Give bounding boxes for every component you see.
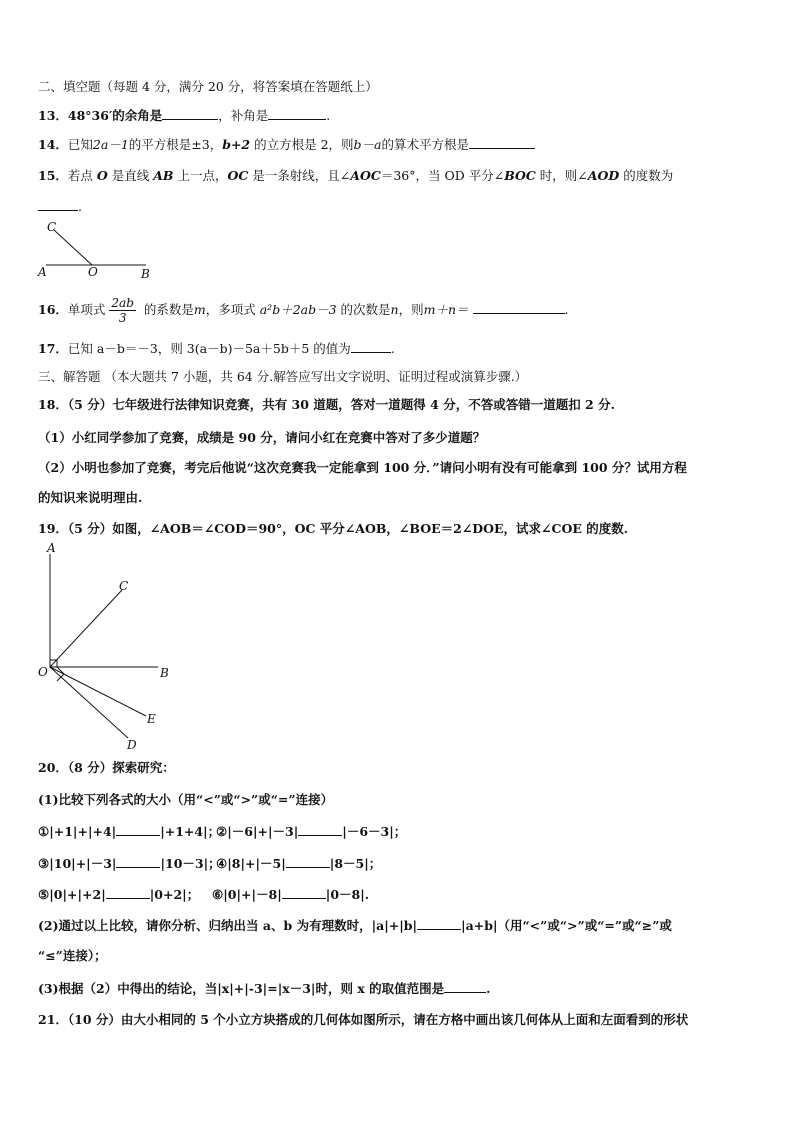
q15-angle-aod: AOD (587, 168, 620, 183)
q15-end: . (78, 199, 82, 214)
q20-part-3-text: (3)根据（2）中得出的结论，当|x|+|-3|=|x－3|时，则 x 的取值范围是 (38, 981, 445, 996)
q19-figure (34, 540, 184, 752)
item-6-left: ⑥|0|+|－8| (212, 887, 282, 902)
label-b: B (160, 666, 169, 680)
item-5-left: ⑤|0|+|+2| (38, 887, 106, 902)
q16-text-c: ，多项式 (205, 302, 260, 317)
q16-text-a: 单项式 (67, 302, 106, 317)
q16-m-plus-n: m＋n＝ (423, 302, 469, 317)
q15-text-1: 若点 (67, 168, 97, 183)
q20-part-2-text-end: |a+b|（用“<”或“>”或“=”或“≥”或 (461, 918, 672, 933)
q15-point-o: O (96, 168, 108, 183)
q13-mid: ，补角是 (218, 108, 269, 123)
q16-number: 16． (38, 302, 68, 317)
section-2-heading: 二、填空题（每题 4 分，满分 20 分，将答案填在答题纸上） (38, 79, 378, 94)
q18-stem: 18．（5 分）七年级进行法律知识竞赛，共有 30 道题，答对一道题得 4 分，不答或答错一道题扣 2 分. (38, 397, 615, 412)
q13-blank-1 (162, 107, 218, 120)
item-6-blank (282, 886, 326, 899)
item-3-left: ③|10|+|－3| (38, 856, 117, 871)
q14-number: 14． (38, 137, 68, 152)
item-3-right: |10－3|； (160, 856, 221, 871)
q20-row-3 (38, 886, 199, 903)
q14-text-c: b+2 (222, 137, 251, 152)
label-o: O (88, 265, 98, 279)
label-d: D (127, 738, 137, 752)
q17-end: . (390, 341, 395, 356)
item-6-right: |0－8|. (325, 887, 370, 902)
item-1-right: |+1+4|； (160, 824, 221, 839)
label-b: B (141, 267, 150, 280)
q15-text-6: 时，则∠ (535, 168, 588, 183)
label-a: A (47, 541, 56, 555)
q15-text-3: 上一点， (173, 168, 228, 183)
q15-text-7: 的度数为 (619, 168, 674, 183)
q21-stem: 21．（10 分）由大小相同的 5 个小立方块搭成的几何体如图所示，请在方格中画出该几何体从上面和左面看到的形状 (38, 1012, 689, 1027)
q20-part-2-blank (417, 917, 461, 930)
q15-ray-oc: OC (227, 168, 249, 183)
q16-text-e: ，则 (398, 302, 424, 317)
q18-part-2b: 的知识来说明理由. (38, 490, 143, 505)
q16-polynomial: a²b＋2ab－3 (259, 302, 337, 317)
item-4-right: |8－5|； (329, 856, 382, 871)
q17-blank (351, 340, 391, 353)
q16-blank (473, 301, 565, 314)
q20-row-2 (38, 855, 221, 872)
section-3-heading: 三、解答题 （本大题共 7 小题，共 64 分.解答应写出文字说明、证明过程或演算步骤.） (38, 369, 528, 384)
q20-stem: 20．（8 分）探索研究： (38, 760, 175, 775)
q20-part-3-end: . (486, 981, 491, 996)
label-o: O (38, 665, 48, 679)
q16-end: . (564, 302, 569, 317)
q15-number: 15． (38, 168, 68, 183)
q15-text-4: 是一条射线，且∠ (248, 168, 351, 183)
ray-oe (50, 667, 146, 716)
item-2-left: ②|－6|+|－3| (216, 824, 299, 839)
q15-line-ab: AB (153, 168, 174, 183)
item-2-blank (298, 823, 342, 836)
q20-part-1: (1)比较下列各式的大小（用“<”或“>”或“=”连接） (38, 792, 334, 807)
q20-part-2-text: (2)通过以上比较，请你分析、归纳出当 a、b 为有理数时，|a|+|b| (38, 918, 418, 933)
q17-text-a: 已知 (67, 341, 97, 356)
question-17 (38, 340, 395, 357)
item-2-right: |－6－3|； (342, 824, 407, 839)
q14-text-e: 的算术平方根是 (381, 137, 470, 152)
q20-part-2a (38, 917, 672, 934)
question-14 (38, 136, 535, 153)
q16-m: m (193, 302, 206, 317)
item-1-blank (116, 823, 160, 836)
q16-text-d: 的次数是 (336, 302, 391, 317)
ray-oc (54, 230, 92, 265)
item-4-blank (286, 855, 330, 868)
q20-part-3 (38, 980, 490, 997)
q14-text-d: 的立方根是 2，则 (250, 137, 354, 152)
q17-expression: 3(a－b)－5a＋5b＋5 (186, 341, 310, 356)
q16-text-b: 的系数是 (139, 302, 194, 317)
q15-angle-boc: BOC (504, 168, 536, 183)
q18-part-1: （1）小红同学参加了竞赛，成绩是 90 分，请问小红在竞赛中答对了多少道题？ (38, 430, 486, 445)
q17-text-b: ，则 (157, 341, 187, 356)
q14-expr-1: 2a－1 (92, 137, 129, 152)
q18-part-2a: （2）小明也参加了竞赛，考完后他说“这次竞赛我一定能拿到 100 分．”请问小明有没有可能拿到 100 分？试用方程 (38, 460, 687, 475)
q13-number: 13． (38, 108, 68, 123)
q15-answer-line (38, 198, 82, 215)
fraction-denominator: 3 (118, 311, 127, 325)
q14-blank (469, 136, 535, 149)
label-e: E (147, 712, 156, 726)
question-13 (38, 107, 330, 124)
fraction-numerator: 2ab (111, 296, 134, 310)
q20-part-2b: “≤”连接）； (38, 948, 107, 963)
ray-oc (50, 590, 122, 667)
item-1-left: ①|+1|+|+4| (38, 824, 117, 839)
question-15 (38, 168, 673, 184)
item-5-right: |0+2|； (149, 887, 200, 902)
q20-row-3b (212, 886, 369, 903)
q13-text: 48°36′的余角是 (67, 108, 163, 123)
q15-angle-aoc: AOC (350, 168, 381, 183)
q17-number: 17． (38, 341, 68, 356)
q15-text-2: 是直线 (107, 168, 154, 183)
q16-n: n (390, 302, 399, 317)
q14-text-b: 的平方根是±3， (128, 137, 223, 152)
label-a: A (38, 265, 47, 279)
q14-text-a: 已知 (67, 137, 93, 152)
q15-figure (34, 218, 154, 280)
item-5-blank (106, 886, 150, 899)
q19-stem: 19．（5 分）如图，∠AOB＝∠COD＝90°，OC 平分∠AOB，∠BOE＝2∠DOE，试求∠COE 的度数. (38, 521, 629, 536)
q20-part-3-blank (444, 980, 486, 993)
q20-row-1b (216, 823, 406, 840)
q13-blank-2 (268, 107, 326, 120)
q20-row-2b (216, 855, 381, 872)
q13-end: . (326, 108, 331, 123)
ray-od (50, 667, 128, 738)
label-c: C (119, 579, 129, 593)
q15-text-5: ＝36°，当 OD 平分∠ (380, 168, 505, 183)
q15-blank (38, 198, 78, 211)
label-c: C (47, 220, 57, 234)
q17-text-c: 的值为 (309, 341, 351, 356)
q20-row-1 (38, 823, 220, 840)
question-16 (38, 296, 569, 325)
q17-condition: a－b＝－3 (96, 341, 158, 356)
q14-expr-2: b－a (353, 137, 382, 152)
item-3-blank (116, 855, 160, 868)
q16-fraction (109, 296, 135, 325)
item-4-left: ④|8|+|－5| (216, 856, 286, 871)
